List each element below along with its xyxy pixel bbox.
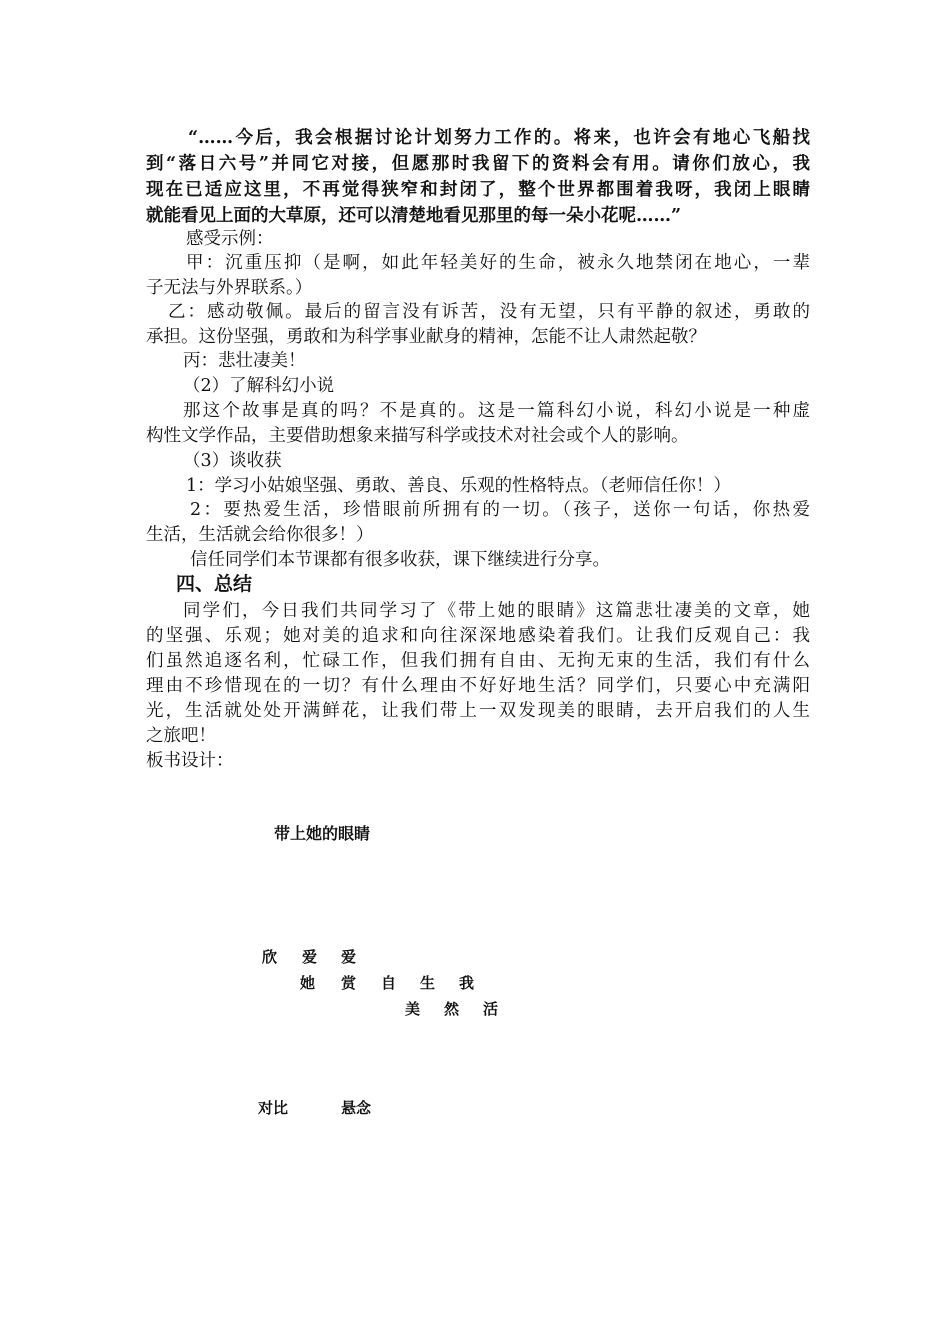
board-row3-char-1: 美 [405,1001,421,1018]
summary-line-1: 同学们，今日我们共同学习了《带上她的眼睛》这篇悲壮凄美的文章，她 [183,601,810,621]
section-4-heading: 四、总结 [176,574,253,595]
board-row2-char-1: 她 [300,975,316,992]
quote-line-3: 现在已适应这里，不再觉得狭窄和封闭了，整个世界都围着我呀，我闭上眼睛 [146,180,810,200]
quote-line-1: “……今后，我会根据讨论计划努力工作的。将来，也许会有地心飞船找 [188,128,810,148]
board-row1-char-1: 欣 [262,949,278,966]
board-row2-char-4: 生 [420,975,436,992]
quote-line-2: 到“落日六号”并同它对接，但愿那时我留下的资料会有用。请你们放心，我 [146,154,810,174]
feeling-a-line-1: 甲：沉重压抑（是啊，如此年轻美好的生命，被永久地禁闭在地心，一辈 [186,253,810,273]
feeling-a-line-2: 子无法与外界联系。） [146,278,313,298]
gain-1: 1：学习小姑娘坚强、勇敢、善良、乐观的性格特点。（老师信任你！） [186,476,731,496]
feeling-b-line-1: 乙：感动敬佩。最后的留言没有诉苦，没有无望，只有平静的叙述，勇敢的 [168,302,810,322]
summary-line-6: 之旅吧！ [146,726,216,746]
board-row2-char-5: 我 [459,975,475,992]
feeling-c: 丙：悲壮凄美！ [183,351,306,371]
trust-line: 信任同学们本节课都有很多收获，课下继续进行分享。 [190,550,610,570]
feeling-intro: 感受示例： [186,229,274,249]
board-design-label: 板书设计： [146,751,234,771]
summary-line-4: 理由不珍惜现在的一切？有什么理由不好好地生活？同学们，只要心中充满阳 [146,676,810,696]
board-suspense: 悬念 [341,1100,372,1117]
board-row2-char-2: 赏 [341,975,357,992]
board-contrast: 对比 [258,1100,289,1117]
subsection-3-title: （3）谈收获 [183,451,282,471]
board-row1-char-2: 爱 [302,949,318,966]
board-title: 带上她的眼睛 [274,826,371,843]
subsection-2-title: （2）了解科幻小说 [183,376,335,396]
board-row2-char-3: 自 [381,975,397,992]
board-row3-char-2: 然 [444,1001,460,1018]
board-row1-char-3: 爱 [341,949,357,966]
feeling-b-line-2: 承担。这份坚强，勇敢和为科学事业献身的精神，怎能不让人肃然起敬？ [146,327,706,347]
subsection-2-line-1: 那这个故事是真的吗？不是真的。这是一篇科幻小说，科幻小说是一种虚 [183,401,810,421]
summary-line-3: 们虽然追逐名利，忙碌工作，但我们拥有自由、无拘无束的生活，我们有什么 [146,651,810,671]
gain-2-line-1: 2：要热爱生活，珍惜眼前所拥有的一切。（孩子，送你一句话，你热爱 [190,500,810,520]
quote-line-4: 就能看见上面的大草原，还可以清楚地看见那里的每一朵小花呢……” [146,206,682,226]
summary-line-2: 的坚强、乐观；她对美的追求和向往深深地感染着我们。让我们反观自己：我 [146,626,810,646]
board-row3-char-3: 活 [483,1001,499,1018]
subsection-2-line-2: 构性文学作品，主要借助想象来描写科学或技术对社会或个人的影响。 [146,426,689,446]
summary-line-5: 光，生活就处处开满鲜花，让我们带上一双发现美的眼睛，去开启我们的人生 [146,701,810,721]
gain-2-line-2: 生活，生活就会给你很多！） [146,525,374,545]
